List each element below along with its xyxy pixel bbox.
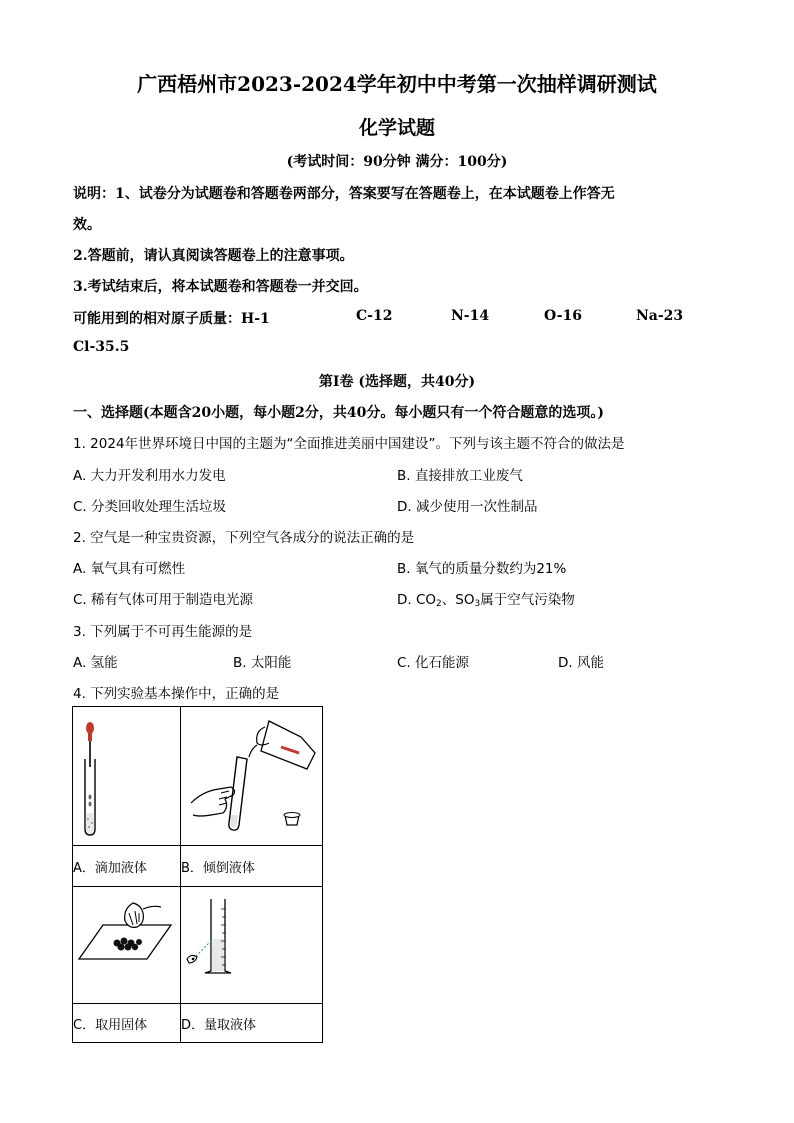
section-title: 第Ⅰ卷 (选择题，共40分) bbox=[318, 374, 476, 390]
question-4-options-table bbox=[72, 706, 323, 1043]
option-b-label: B．倾倒液体 bbox=[181, 846, 323, 887]
question-4-stem: 4. 下列实验基本操作中，正确的是 bbox=[73, 686, 280, 702]
subject-title: 化学试题 bbox=[358, 117, 435, 139]
atomic-mass-n: N-14 bbox=[451, 308, 490, 324]
solid-on-paper-icon bbox=[73, 887, 180, 999]
instruction-2: 2.答题前，请认真阅读答题卷上的注意事项。 bbox=[73, 248, 354, 264]
question-3-stem: 3. 下列属于不可再生能源的是 bbox=[73, 624, 253, 640]
option-b-figure bbox=[181, 707, 323, 846]
instruction-1: 说明：1、试卷分为试题卷和答题卷两部分，答案要写在答题卷上，在本试题卷上作答无 bbox=[73, 186, 615, 202]
q2-option-c: C. 稀有气体可用于制造电光源 bbox=[73, 592, 254, 608]
page-title: 广西梧州市2023-2024学年初中中考第一次抽样调研测试 bbox=[137, 72, 657, 96]
q2-option-d-suffix: 属于空气污染物 bbox=[480, 592, 575, 608]
q2-option-d-sub2: 3 bbox=[474, 599, 481, 609]
option-a-figure bbox=[73, 707, 181, 846]
q2-option-a: A. 氧气具有可燃性 bbox=[73, 561, 186, 577]
q2-option-b: B. 氧气的质量分数约为21% bbox=[397, 561, 567, 577]
atomic-mass-c: C-12 bbox=[356, 308, 393, 324]
question-1-stem: 1. 2024年世界环境日中国的主题为“全面推进美丽中国建设”。下列与该主题不符合的做法是 bbox=[73, 436, 625, 452]
q1-option-d: D. 减少使用一次性制品 bbox=[397, 499, 538, 515]
q3-option-b: B. 太阳能 bbox=[233, 655, 292, 671]
graduated-cylinder-icon bbox=[181, 887, 322, 999]
option-d-figure bbox=[181, 887, 323, 1004]
q2-option-d-sub1: 2 bbox=[436, 599, 442, 609]
q1-option-c: C. 分类回收处理生活垃圾 bbox=[73, 499, 227, 515]
atomic-mass-na: Na-23 bbox=[636, 308, 684, 324]
question-2-stem: 2. 空气是一种宝贵资源，下列空气各成分的说法正确的是 bbox=[73, 530, 415, 546]
option-a-label: A．滴加液体 bbox=[73, 846, 181, 887]
q2-option-d-mid: 、SO bbox=[441, 592, 475, 608]
q1-option-b: B. 直接排放工业废气 bbox=[397, 468, 523, 484]
q1-option-a: A. 大力开发利用水力发电 bbox=[73, 468, 226, 484]
instruction-3: 3.考试结束后，将本试题卷和答题卷一并交回。 bbox=[73, 279, 368, 295]
instruction-1-cont: 效。 bbox=[73, 217, 101, 233]
option-c-figure bbox=[73, 887, 181, 1004]
option-c-label: C．取用固体 bbox=[73, 1004, 181, 1043]
q2-option-d bbox=[397, 588, 575, 609]
atomic-mass-o: O-16 bbox=[544, 308, 583, 324]
part-title: 一、选择题(本题含20小题，每小题2分，共40分。每小题只有一个符合题意的选项。) bbox=[73, 405, 604, 421]
pouring-liquid-icon bbox=[181, 707, 322, 841]
atomic-mass-cl: Cl-35.5 bbox=[73, 339, 130, 355]
option-d-label: D．量取液体 bbox=[181, 1004, 323, 1043]
dropper-icon bbox=[73, 707, 180, 841]
q3-option-d: D. 风能 bbox=[558, 655, 604, 671]
atomic-mass-label: 可能用到的相对原子质量：H-1 bbox=[73, 311, 270, 327]
q3-option-a: A. 氢能 bbox=[73, 655, 118, 671]
q3-option-c: C. 化石能源 bbox=[397, 655, 470, 671]
exam-info: (考试时间：90分钟 满分：100分) bbox=[286, 154, 508, 170]
q2-option-d-prefix: D. CO bbox=[397, 592, 437, 608]
